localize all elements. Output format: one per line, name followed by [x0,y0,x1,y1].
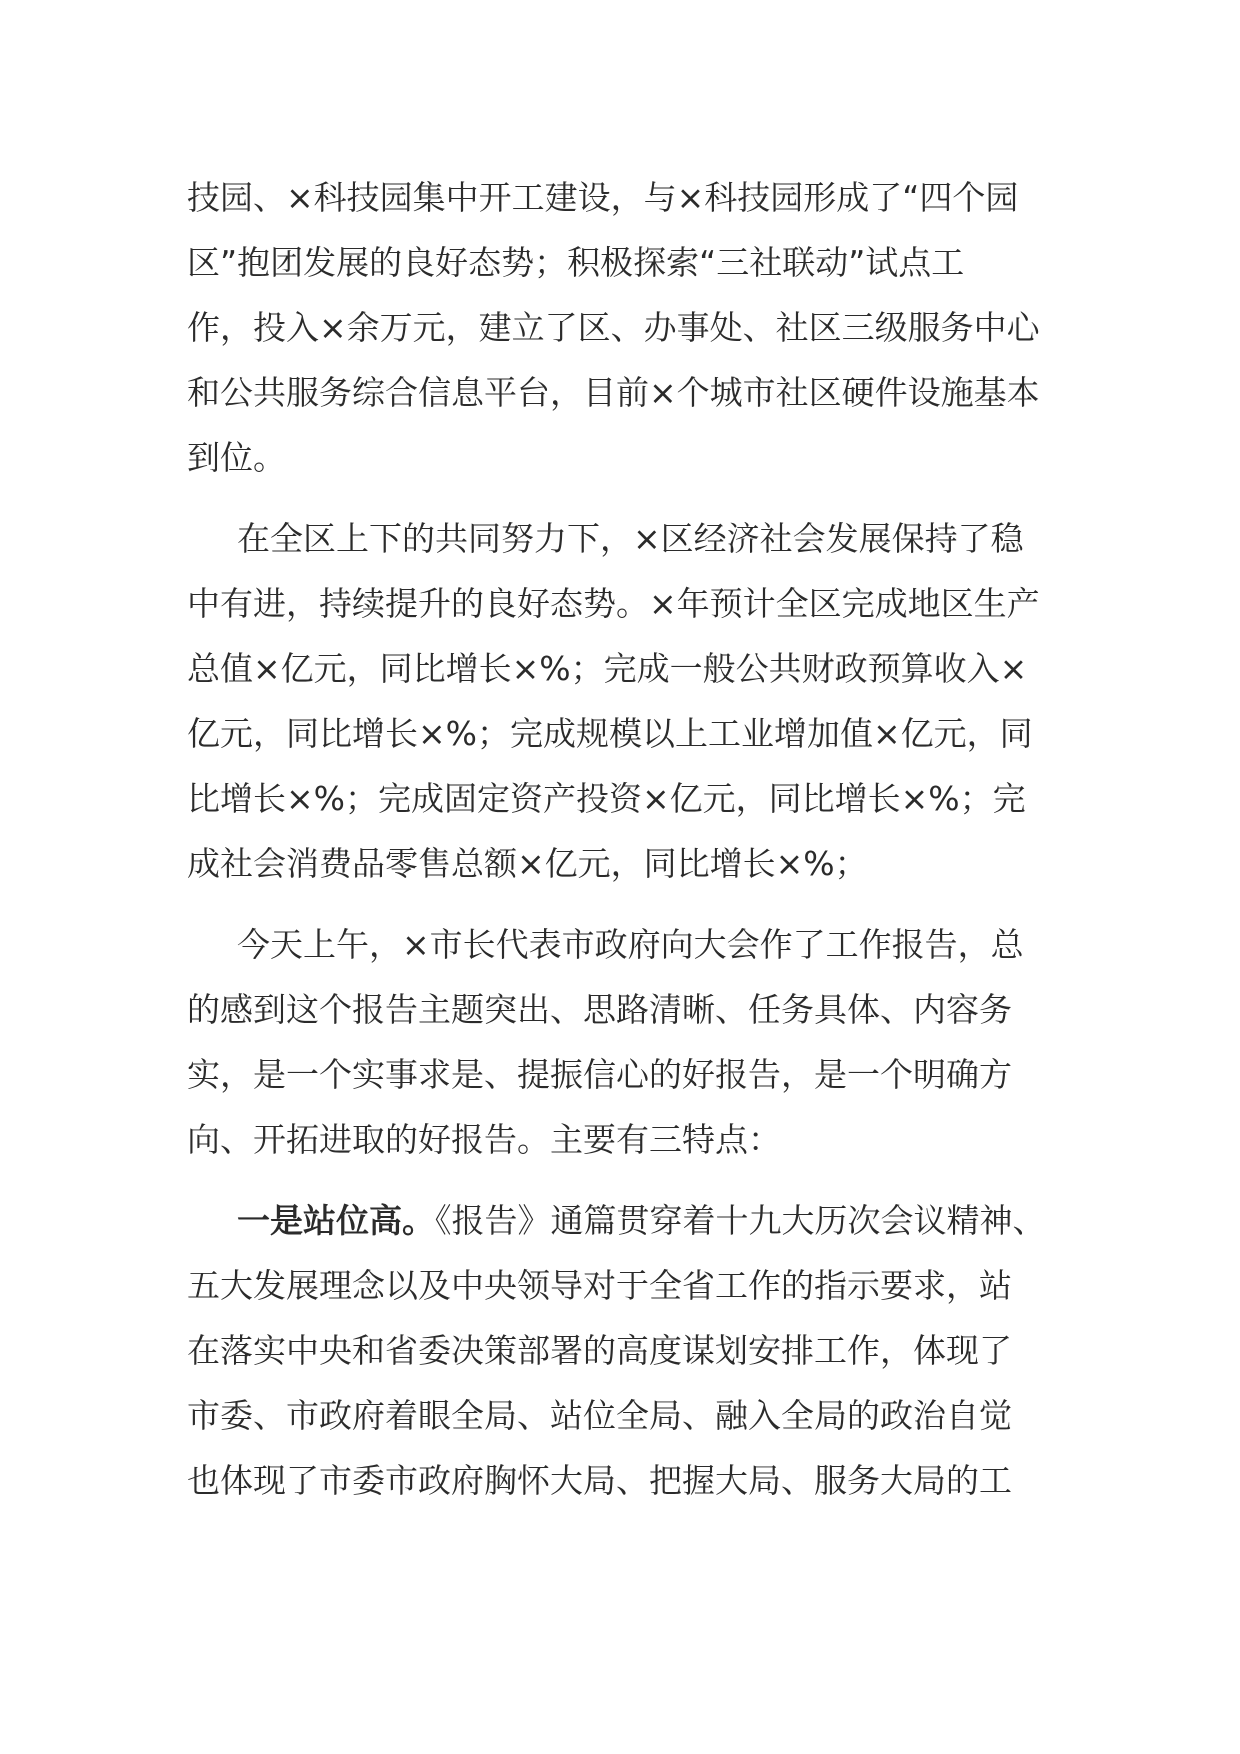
text-line: 亿元，同比增长×%；完成规模以上工业增加值×亿元，同 [187,714,1033,753]
paragraph-4 [187,1188,1057,1513]
heading-line-text: 《报告》通篇贯穿着十九大历次会议精神、 [435,1201,1046,1240]
paragraph-1 [187,165,1057,490]
paragraph-3 [187,912,1057,1172]
text-line: 比增长×%；完成固定资产投资×亿元，同比增长×%；完 [187,779,1026,818]
text-line: 向、开拓进取的好报告。主要有三特点： [187,1120,781,1159]
text-line: 技园、×科技园集中开工建设，与×科技园形成了“四个园 [187,178,1019,217]
text-line [187,1188,1057,1253]
text-line: 和公共服务综合信息平台，目前×个城市社区硬件设施基本 [187,373,1040,412]
text-line: 今天上午，×市长代表市政府向大会作了工作报告，总 [237,925,1024,964]
text-line: 市委、市政府着眼全局、站位全局、融入全局的政治自觉 [187,1396,1012,1435]
section-heading: 一是站位高。 [237,1201,435,1240]
text-line: 到位。 [187,438,286,477]
text-line: 在落实中央和省委决策部署的高度谋划安排工作，体现了 [187,1331,1012,1370]
text-line: 的感到这个报告主题突出、思路清晰、任务具体、内容务 [187,990,1012,1029]
paragraph-2 [187,506,1057,896]
document-body [187,165,1057,1513]
text-line: 五大发展理念以及中央领导对于全省工作的指示要求，站 [187,1266,1012,1305]
text-line: 作，投入×余万元，建立了区、办事处、社区三级服务中心 [187,308,1040,347]
paragraph-gap [187,490,1057,506]
text-line: 区”抱团发展的良好态势；积极探索“三社联动”试点工 [187,243,965,282]
text-line: 也体现了市委市政府胸怀大局、把握大局、服务大局的工 [187,1461,1012,1500]
paragraph-gap [187,896,1057,912]
text-line: 成社会消费品零售总额×亿元，同比增长×%； [187,844,868,883]
text-line: 实，是一个实事求是、提振信心的好报告，是一个明确方 [187,1055,1012,1094]
paragraph-gap [187,1172,1057,1188]
text-line: 总值×亿元，同比增长×%；完成一般公共财政预算收入× [187,649,1028,688]
text-line: 在全区上下的共同努力下，×区经济社会发展保持了稳 [237,519,1024,558]
text-line: 中有进，持续提升的良好态势。×年预计全区完成地区生产 [187,584,1040,623]
